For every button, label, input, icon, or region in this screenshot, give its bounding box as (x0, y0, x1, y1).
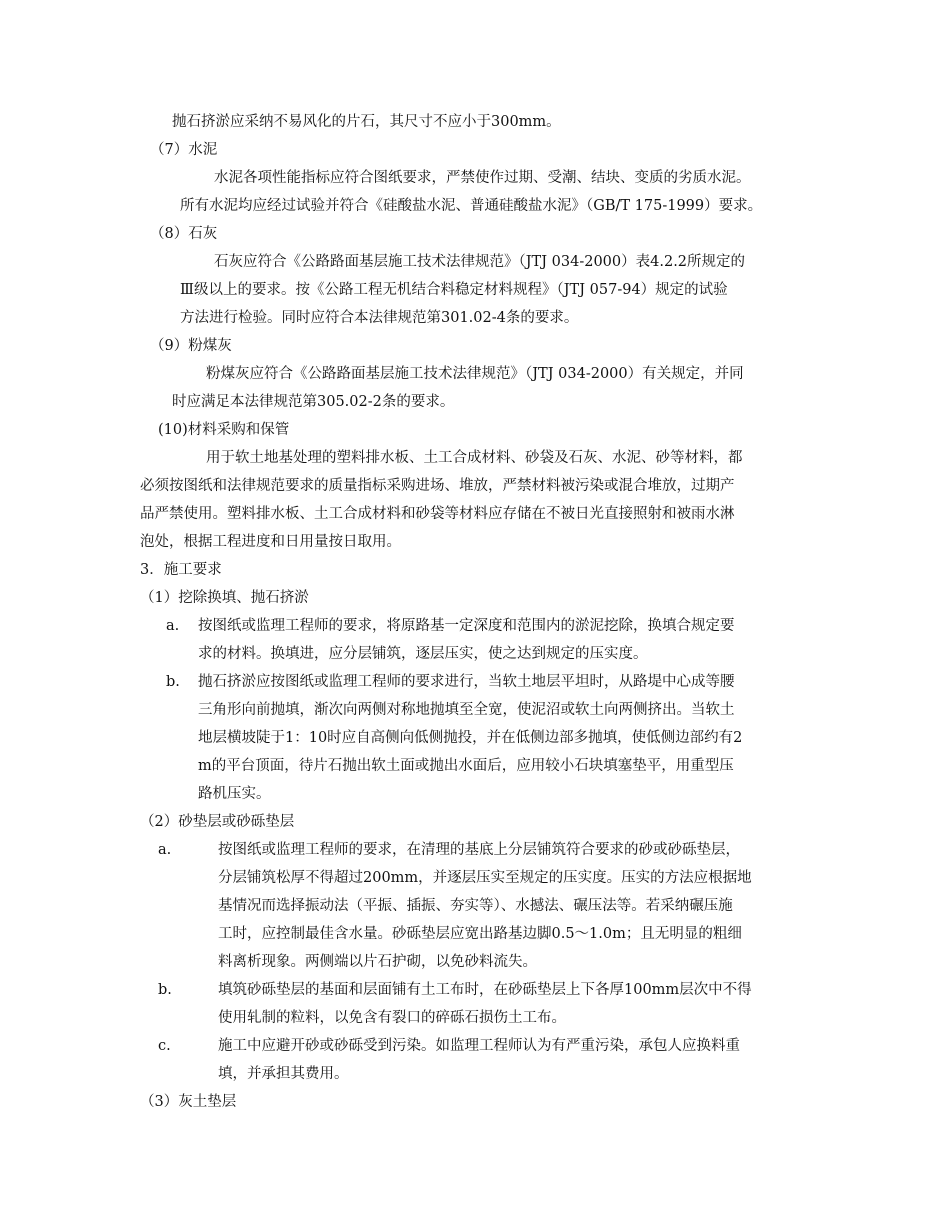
section-heading: (10)材料采购和保管 (158, 422, 290, 438)
paragraph-line: 抛石挤淤应采纳不易风化的片石，其尺寸不应小于300mm。 (172, 114, 561, 130)
section-heading: （8）石灰 (150, 226, 218, 242)
list-item-line: 填，并承担其费用。 (218, 1066, 349, 1082)
list-item-line: 抛石挤淤应按图纸或监理工程师的要求进行，当软土地层平坦时，从路堤中心成等腰 (198, 674, 735, 690)
chapter-heading: 3．施工要求 (140, 562, 222, 578)
list-item-line: 使用轧制的粒料，以免含有裂口的碎砾石损伤土工布。 (218, 1010, 566, 1026)
paragraph-line: 品严禁使用。塑料排水板、土工合成材料和砂袋等材料应存储在不被日光直接照射和被雨水淋 (140, 506, 735, 522)
list-item-line: 基情况而选择振动法（平振、插振、夯实等）、水撼法、碾压法等。若采纳碾压施 (218, 898, 733, 914)
paragraph-line: 方法进行检验。同时应符合本法律规范第301.02-4条的要求。 (180, 310, 579, 326)
list-item-label: a. (158, 842, 172, 858)
list-item-line: 三角形向前抛填，渐次向两侧对称地抛填至全宽，使泥沼或软土向两侧挤出。当软土 (198, 702, 735, 718)
paragraph-line: 石灰应符合《公路路面基层施工技术法律规范》（JTJ 034-2000）表4.2.2所规定的 (214, 254, 746, 270)
paragraph-line: Ⅲ级以上的要求。按《公路工程无机结合料稳定材料规程》（JTJ 057-94）规定的试验 (180, 282, 728, 298)
list-item-line: 分层铺筑松厚不得超过200mm，并逐层压实至规定的压实度。压实的方法应根据地 (218, 870, 752, 886)
section-heading: （2）砂垫层或砂砾垫层 (140, 814, 295, 830)
list-item-line: 按图纸或监理工程师的要求，将原路基一定深度和范围内的淤泥挖除，换填合规定要 (198, 618, 735, 634)
section-heading: （3）灰土垫层 (140, 1094, 237, 1110)
section-heading: （1）挖除换填、抛石挤淤 (140, 590, 309, 606)
list-item-line: 求的材料。换填进，应分层铺筑，逐层压实，使之达到规定的压实度。 (198, 646, 648, 662)
list-item-line: 路机压实。 (198, 786, 271, 802)
section-heading: （7）水泥 (150, 142, 218, 158)
list-item-label: b. (166, 674, 180, 690)
list-item-line: 地层横坡陡于1：10时应自高侧向低侧抛投，并在低侧边部多抛填，使低侧边部约有2 (198, 730, 743, 746)
list-item-line: 施工中应避开砂或砂砾受到污染。如监理工程师认为有严重污染，承包人应换料重 (218, 1038, 740, 1054)
list-item-label: b. (158, 982, 172, 998)
paragraph-line: 水泥各项性能指标应符合图纸要求，严禁使作过期、受潮、结块、变质的劣质水泥。 (214, 170, 751, 186)
list-item-line: 填筑砂砾垫层的基面和层面铺有土工布时，在砂砾垫层上下各厚100mm层次中不得 (218, 982, 752, 998)
paragraph-line: 所有水泥均应经过试验并符合《硅酸盐水泥、普通硅酸盐水泥》（GB/T 175-1999）要求。 (180, 198, 763, 214)
paragraph-line: 必须按图纸和法律规范要求的质量指标采购进场、堆放，严禁材料被污染或混合堆放，过期产 (140, 478, 735, 494)
list-item-line: 工时，应控制最佳含水量。砂砾垫层应宽出路基边脚0.5～1.0m；且无明显的粗细 (218, 926, 742, 942)
list-item-line: m的平台顶面，待片石抛出软土面或抛出水面后，应用较小石块填塞垫平，用重型压 (198, 758, 734, 774)
list-item-label: a. (166, 618, 180, 634)
list-item-label: c. (158, 1038, 171, 1054)
paragraph-line: 用于软土地基处理的塑料排水板、土工合成材料、砂袋及石灰、水泥、砂等材料，都 (206, 450, 743, 466)
list-item-line: 料离析现象。两侧端以片石护砌，以免砂料流失。 (218, 954, 537, 970)
paragraph-line: 时应满足本法律规范第305.02-2条的要求。 (172, 394, 455, 410)
paragraph-line: 泡处，根据工程进度和日用量按日取用。 (140, 534, 401, 550)
paragraph-line: 粉煤灰应符合《公路路面基层施工技术法律规范》（JTJ 034-2000）有关规定，并同 (206, 366, 744, 382)
section-heading: （9）粉煤灰 (150, 338, 232, 354)
list-item-line: 按图纸或监理工程师的要求，在清理的基底上分层铺筑符合要求的砂或砂砾垫层， (218, 842, 740, 858)
